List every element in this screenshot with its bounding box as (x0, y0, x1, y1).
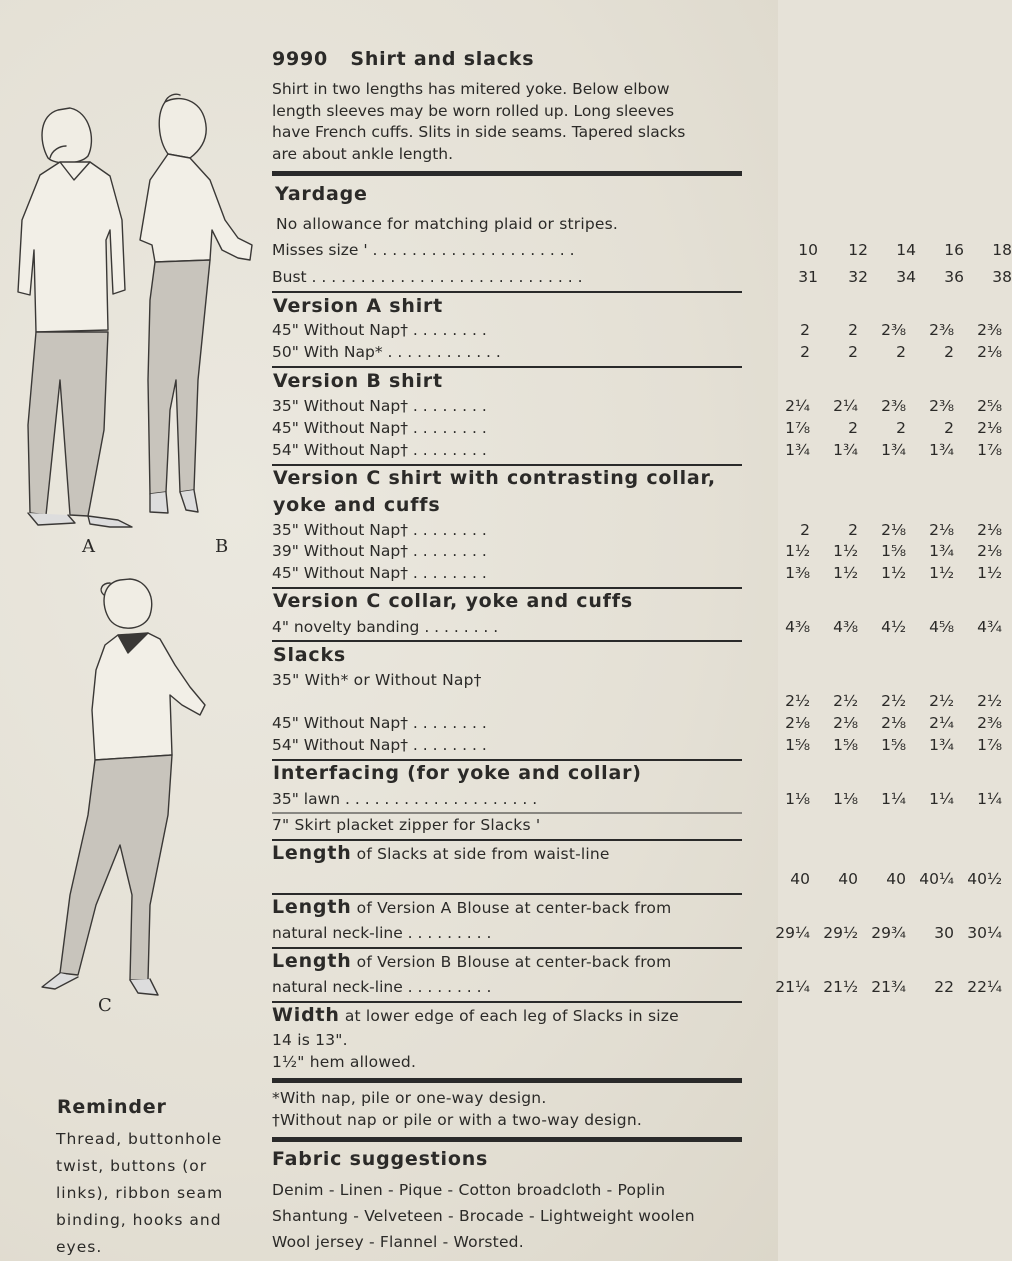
reminder-line: eyes. (56, 1238, 103, 1256)
divider (272, 839, 742, 841)
reminder-line: links), ribbon seam (56, 1184, 224, 1202)
yardage-row: 4" novelty banding . . . . . . . . 4⅜ 4⅜ 4½ 4⅝ 4¾ (272, 618, 1002, 636)
reminder-line: binding, hooks and (56, 1211, 222, 1229)
yardage-heading: Yardage (275, 183, 368, 205)
fashion-illustrations (0, 80, 270, 1020)
figure-label-c: C (98, 995, 112, 1016)
yardage-row: 45" Without Nap† . . . . . . . . 2⅛ 2⅛ 2⅛ 2¼ 2⅜ (272, 714, 1002, 732)
pattern-title: Shirt and slacks (350, 48, 535, 70)
length-values: natural neck-line . . . . . . . . . 21¼ 21½ 21¾ 22 22¼ (272, 978, 1002, 996)
divider (272, 640, 742, 642)
figure-c-drawing (42, 579, 205, 995)
section-heading: Version C shirt with contrasting collar, (273, 467, 716, 489)
section-heading-cont: yoke and cuffs (273, 494, 441, 516)
divider (272, 291, 742, 293)
length-values: 40 40 40 40¼ 40½ (790, 870, 1002, 888)
description-line: length sleeves may be worn rolled up. Long sleeves (272, 101, 675, 120)
section-heading: Version C collar, yoke and cuffs (273, 590, 633, 612)
divider (272, 812, 742, 814)
length-version-a: Length of Version A Blouse at center-back from (272, 896, 672, 918)
section-heading: Version A shirt (273, 295, 444, 317)
divider (272, 171, 742, 176)
length-slacks: Length of Slacks at side from waist-line (272, 842, 610, 864)
yardage-note: No allowance for matching plaid or stripes. (276, 215, 619, 233)
yardage-row: 2½ 2½ 2½ 2½ 2½ (785, 692, 1002, 710)
yardage-row: 45" Without Nap† . . . . . . . . 1⅞ 2 2 2 2⅛ (272, 419, 1002, 437)
divider (272, 1001, 742, 1003)
reminder-line: twist, buttons (or (56, 1157, 208, 1175)
width-line2: 14 is 13". (272, 1031, 348, 1049)
bust-row: Bust . . . . . . . . . . . . . . . . . . . . . . . . . . . . 31 32 34 36 38 (272, 268, 1012, 286)
yardage-row: 39" Without Nap† . . . . . . . . 1½ 1½ 1⅝ 1¾ 2⅛ (272, 542, 1002, 560)
description (272, 79, 742, 165)
yardage-row: 35" Without Nap† . . . . . . . . 2 2 2⅛ 2⅛ 2⅛ (272, 521, 1002, 539)
divider (272, 464, 742, 466)
figure-label-b: B (215, 536, 229, 557)
slacks-heading: Slacks (273, 644, 347, 666)
yardage-row: 54" Without Nap† . . . . . . . . 1¾ 1¾ 1¾ 1¾ 1⅞ (272, 441, 1002, 459)
figure-b-drawing (140, 94, 252, 513)
fabric-heading: Fabric suggestions (272, 1148, 489, 1170)
yardage-row: 45" Without Nap† . . . . . . . . 2 2 2⅜ 2⅜ 2⅜ (272, 321, 1002, 339)
divider (272, 893, 742, 895)
yardage-row: 35" Without Nap† . . . . . . . . 2¼ 2¼ 2⅜ 2⅜ 2⅝ (272, 397, 1002, 415)
divider (272, 947, 742, 949)
description-line: have French cuffs. Slits in side seams. Tapered slacks (272, 123, 686, 141)
pattern-number: 9990 (272, 48, 329, 70)
length-version-b: Length of Version B Blouse at center-back from (272, 950, 672, 972)
fabric-line: Denim - Linen - Pique - Cotton broadcloth - Poplin (272, 1181, 666, 1199)
footnote-without-nap: †Without nap or pile or with a two-way design. (272, 1111, 642, 1129)
interfacing-heading: Interfacing (for yoke and collar) (273, 762, 642, 784)
reminder-line: Thread, buttonhole (56, 1130, 223, 1148)
reminder-text (56, 1126, 260, 1261)
description-line: Shirt in two lengths has mitered yoke. Below elbow (272, 80, 670, 98)
divider (272, 759, 742, 761)
section-heading: Version B shirt (273, 370, 443, 392)
footnote-nap: *With nap, pile or one-way design. (272, 1089, 547, 1107)
slacks-line: 35" With* or Without Nap† (272, 671, 482, 689)
divider (272, 366, 742, 368)
divider (272, 1078, 742, 1083)
fabric-line: Wool jersey - Flannel - Worsted. (272, 1233, 524, 1251)
figure-label-a: A (82, 536, 95, 557)
figure-a-drawing (18, 108, 132, 527)
yardage-row: 50" With Nap* . . . . . . . . . . . . 2 2 2 2 2⅛ (272, 343, 1002, 361)
hem-note: 1½" hem allowed. (272, 1053, 417, 1071)
zipper-note: 7" Skirt placket zipper for Slacks ' (272, 816, 541, 834)
description-line: are about ankle length. (272, 144, 454, 163)
yardage-row: 45" Without Nap† . . . . . . . . 1⅜ 1½ 1½ 1½ 1½ (272, 564, 1002, 582)
pattern-header (272, 48, 534, 70)
divider (272, 587, 742, 589)
fabric-line: Shantung - Velveteen - Brocade - Lightweight woolen (272, 1207, 695, 1225)
yardage-row: 35" lawn . . . . . . . . . . . . . . . . . . . . 1⅛ 1⅛ 1¼ 1¼ 1¼ (272, 790, 1002, 808)
sizes-row: Misses size ' . . . . . . . . . . . . . . . . . . . . . 10 12 14 16 18 (272, 241, 1012, 259)
length-values: natural neck-line . . . . . . . . . 29¼ 29½ 29¾ 30 30¼ (272, 924, 1002, 942)
width-note: Width at lower edge of each leg of Slacks in size (272, 1004, 679, 1026)
divider (272, 1137, 742, 1142)
reminder-heading: Reminder (57, 1096, 167, 1118)
yardage-row: 54" Without Nap† . . . . . . . . 1⅝ 1⅝ 1⅝ 1¾ 1⅞ (272, 736, 1002, 754)
